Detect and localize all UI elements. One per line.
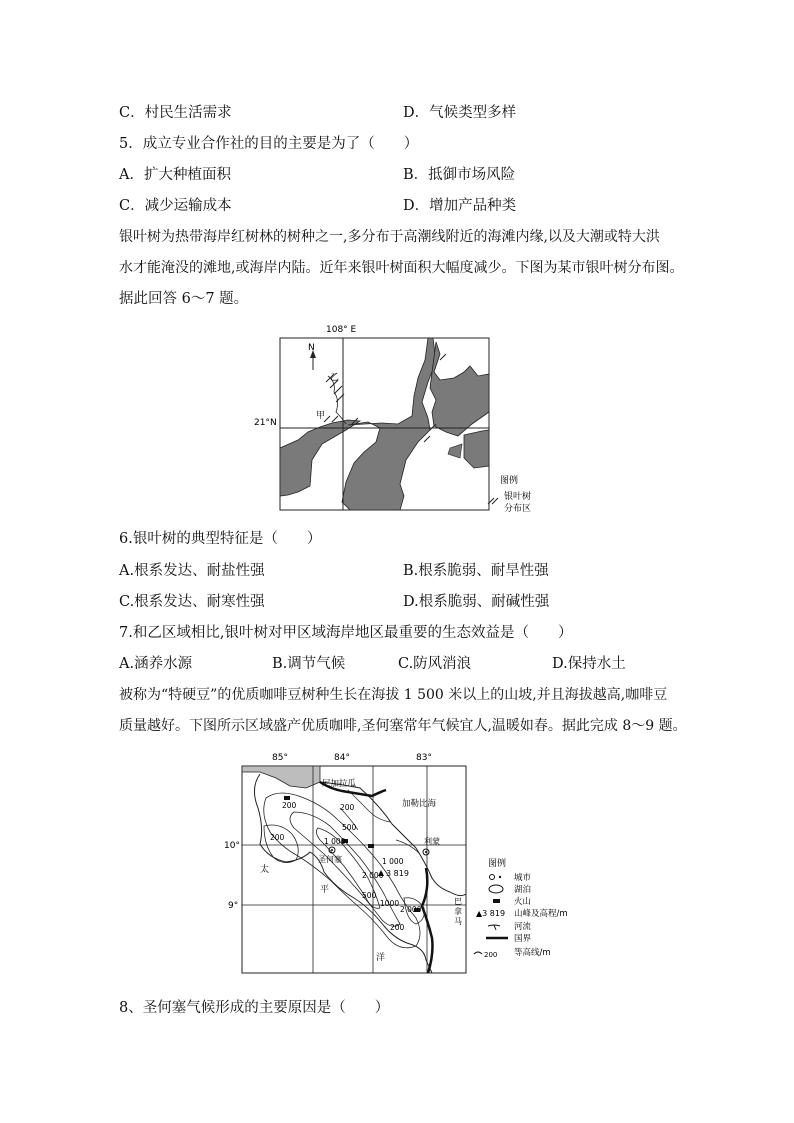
pacific-3: 洋 <box>376 953 386 963</box>
north-label: N <box>308 343 315 353</box>
river-icon <box>488 925 500 930</box>
volcano-icon <box>493 899 500 903</box>
panama-1: 巴 <box>454 897 462 906</box>
lon2: 84° <box>334 753 350 763</box>
q5-option-d: D．增加产品种类 <box>403 198 517 214</box>
q5-option-b: B．抵御市场风险 <box>403 167 516 183</box>
legend-title: 图例 <box>500 476 519 486</box>
contour-icon <box>474 952 482 954</box>
contour-label: 2 000 <box>362 871 384 880</box>
caribbean-label: 加勒比海 <box>402 799 437 809</box>
legend-lake: 湖泊 <box>514 885 532 895</box>
q7-stem: 7.和乙区域相比,银叶树对甲区域海岸地区最重要的生态效益是（ ） <box>119 625 573 641</box>
q6-stem: 6.银叶树的典型特征是（ ） <box>119 531 322 547</box>
lat1: 10° <box>224 841 240 851</box>
q6-option-b: B.根系脆弱、耐旱性强 <box>403 563 549 579</box>
q5-option-c: C．减少运输成本 <box>119 198 232 214</box>
legend-item-line2: 分布区 <box>504 504 532 514</box>
legend-city: 城市 <box>514 873 532 883</box>
contour-label: 200 <box>282 801 297 810</box>
passage2-line1: 被称为“特硬豆”的优质咖啡豆树种生长在海拔 1 500 米以上的山坡,并且海拔越高,咖啡豆 <box>119 687 668 703</box>
panama-2: 拿 <box>454 907 462 916</box>
legend-volcano: 火山 <box>514 897 532 907</box>
q6-option-c: C.根系发达、耐寒性强 <box>119 594 265 610</box>
contour-label: 200 <box>270 833 285 842</box>
q6-option-a: A.根系发达、耐盐性强 <box>119 563 265 579</box>
pacific-2: 平 <box>320 885 330 895</box>
lon1: 85° <box>272 753 288 763</box>
legend-border: 国界 <box>514 934 532 944</box>
legend-contour-prefix: 200 <box>484 951 498 959</box>
passage2-line2: 质量越好。下图所示区域盛产优质咖啡,圣何塞常年气候宜人,温暖如春。据此完成 8～9 题。 <box>119 718 687 734</box>
volcano-icon <box>368 844 374 848</box>
contour-label: 200 <box>340 803 355 812</box>
panama-3: 马 <box>454 917 462 926</box>
contour-label: 500 <box>362 891 377 900</box>
legend-contour: 等高线/m <box>514 948 551 958</box>
limon-label: 利蒙 <box>424 837 440 846</box>
q7-option-a: A.涵养水源 <box>119 656 193 672</box>
sea-label: 北 部 湾 <box>408 498 441 508</box>
contour-label: 500 <box>342 823 357 832</box>
lon3: 83° <box>416 753 432 763</box>
costa-rica-map <box>220 748 580 978</box>
passage1-line1: 银叶树为热带海岸红树林的树种之一,多分布于高潮线附近的海滩内缘,以及大潮或特大洪 <box>119 229 660 245</box>
city-icon <box>490 875 495 880</box>
legend-river: 河流 <box>514 922 532 932</box>
q4-option-c: C．村民生活需求 <box>119 105 232 121</box>
lake-icon <box>489 885 503 893</box>
mangrove-map <box>250 320 550 520</box>
label-yi: 乙 <box>330 373 340 383</box>
q5-stem: 5．成立专业合作社的目的主要是为了（ ） <box>119 136 419 152</box>
q7-option-b: B.调节气候 <box>272 656 346 672</box>
passage1-line2: 水才能淹没的滩地,或海岸内陆。近年来银叶树面积大幅度减少。下图为某市银叶树分布图。 <box>119 260 684 276</box>
legend-peak-prefix: ▲3 819 <box>476 909 506 918</box>
contour-label: 1 000 <box>382 857 404 866</box>
lat2: 9° <box>228 901 239 911</box>
legend-title: 图例 <box>488 859 507 869</box>
label-jia: 甲 <box>316 411 326 421</box>
legend-peak: 山峰及高程/m <box>514 909 568 919</box>
passage1-line3: 据此回答 6～7 题。 <box>119 291 249 307</box>
san-jose-label: 圣何塞 <box>318 855 342 864</box>
contour-label: 1 000 <box>324 837 346 846</box>
q7-option-d: D.保持水土 <box>552 656 626 672</box>
contour-label: 2 000 <box>400 905 422 914</box>
legend-item-line1: 银叶树 <box>504 492 532 502</box>
pacific-1: 太 <box>260 865 270 875</box>
q8-stem: 8、圣何塞气候形成的主要原因是（ ） <box>119 1000 390 1016</box>
peak-label: 3 819 <box>386 869 409 878</box>
q4-option-d: D．气候类型多样 <box>403 105 517 121</box>
lon-label: 108° E <box>326 325 357 335</box>
nicaragua-label: 尼加拉瓜 <box>322 779 357 789</box>
contour-label: 1000 <box>380 899 400 908</box>
contour-label: 200 <box>390 923 405 932</box>
q6-option-d: D.根系脆弱、耐碱性强 <box>403 594 550 610</box>
lat-label: 21°N <box>254 418 277 428</box>
volcano-icon <box>284 796 290 800</box>
q7-option-c: C.防风消浪 <box>398 656 472 672</box>
q5-option-a: A．扩大种植面积 <box>119 167 231 183</box>
